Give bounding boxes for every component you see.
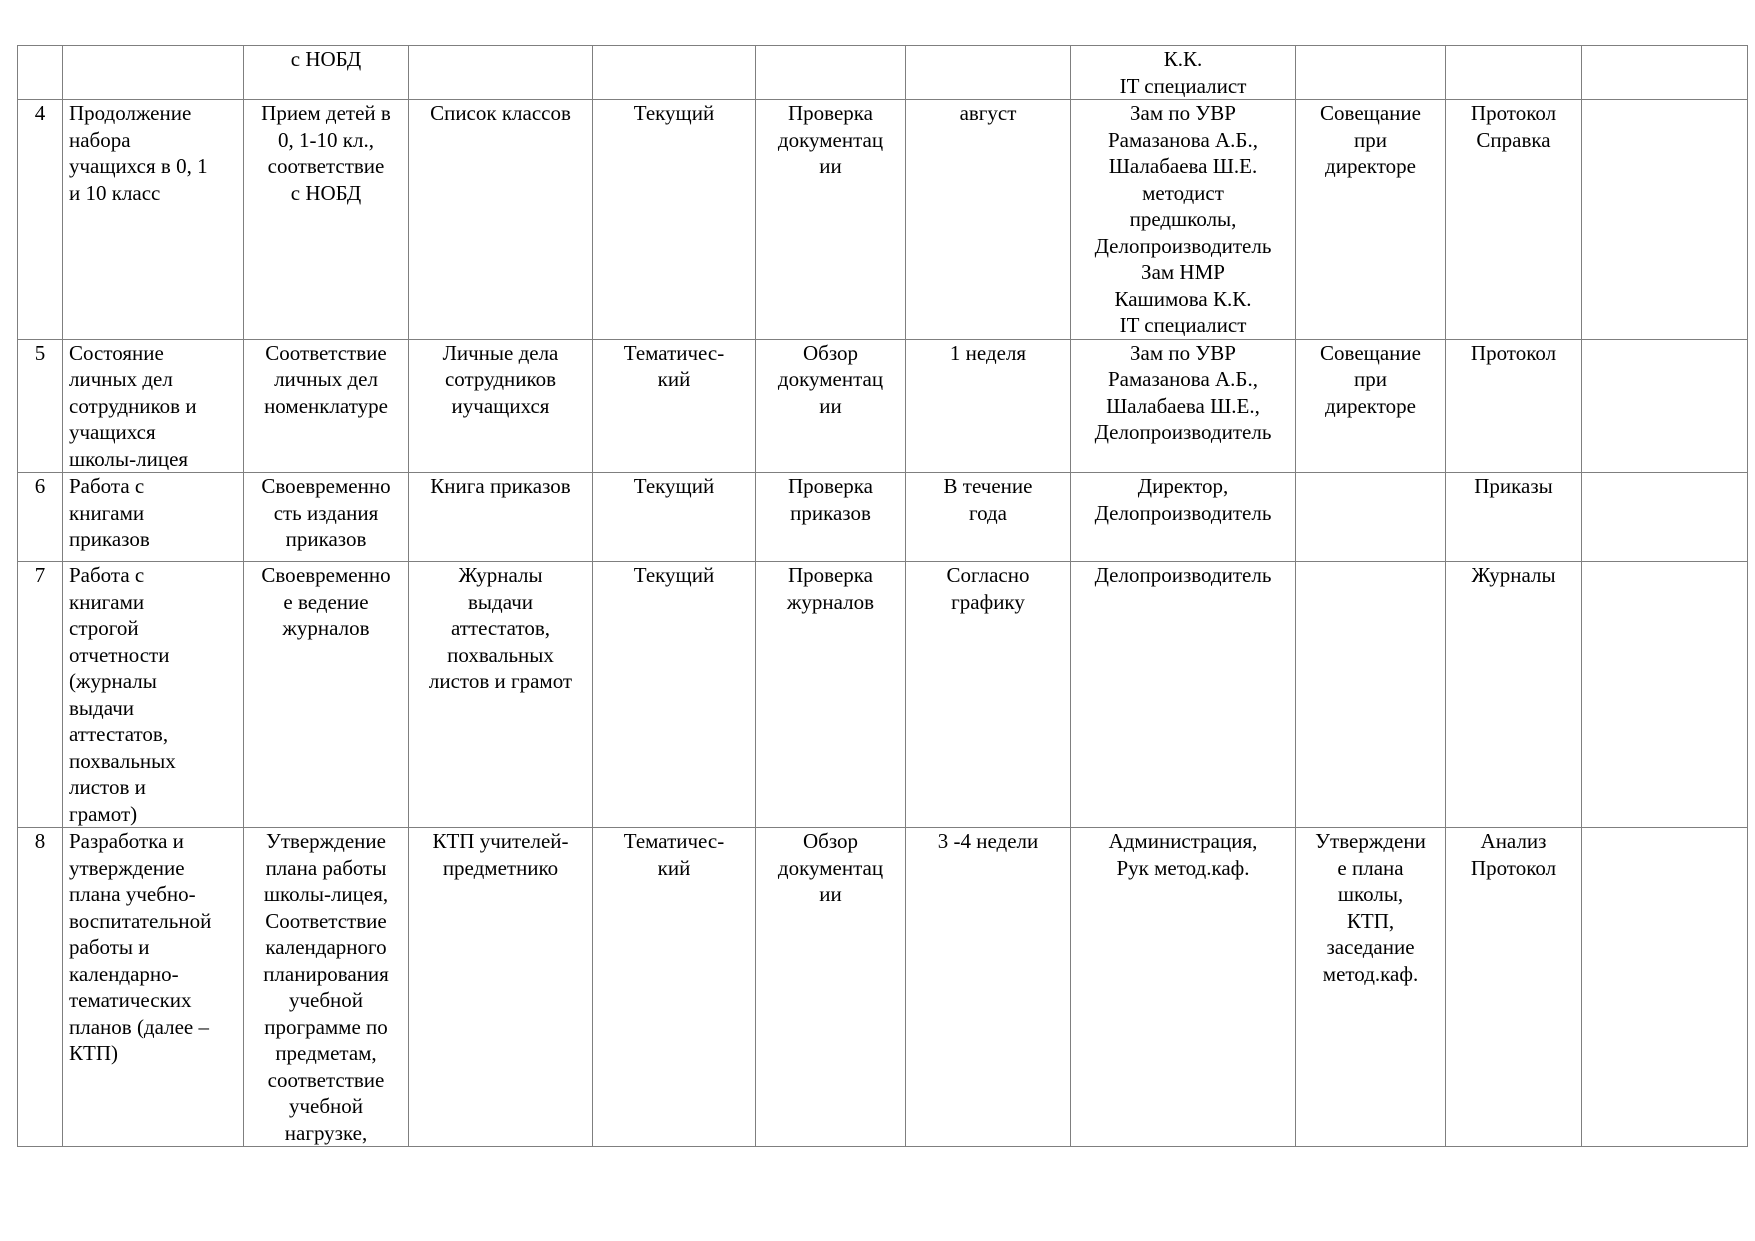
cell-number [18,562,63,828]
cell-activity [63,100,244,340]
cell-text-line: Анализ [1480,829,1547,853]
cell-text-line: приказов [69,527,150,551]
cell-review-place [1296,100,1446,340]
cell-text-line: КТП, [1346,908,1395,933]
cell-text-line: книгами [69,500,145,525]
cell-text-line: и 10 класс [69,180,161,205]
cell-text-line: строгой [69,616,139,640]
cell-text-line: метод.каф. [1322,961,1419,986]
cell-object [409,339,593,473]
cell-text-line: Делопроизводитель [1094,233,1272,258]
cell-text-line: Тематичес- [623,829,725,853]
cell-review-place [1296,473,1446,562]
cell-text-line: планирования [263,961,389,986]
cell-text-line: похвальных [69,748,176,773]
cell-text-line: Делопроизводитель [1094,563,1272,587]
cell-text-line: тематических [69,988,192,1012]
cell-object [409,46,593,100]
cell-control-type [593,46,756,100]
cell-text-line: плана работы [265,855,387,880]
cell-text-line: IT специалист [1119,313,1247,337]
cell-activity [63,828,244,1147]
cell-text-line: август [959,101,1017,125]
cell-text-line: ии [819,154,842,178]
cell-text-line: Администрация, [1108,829,1258,853]
cell-text-line: Рамазанова А.Б., [1107,367,1258,391]
cell-text-line: учащихся [69,420,156,444]
cell-responsible [1071,46,1296,100]
cell-text-line: 0, 1-10 кл., [278,127,374,152]
cell-responsible [1071,828,1296,1147]
cell-text-line: кий [657,855,691,880]
cell-text-line: 5 [34,340,46,365]
cell-review-place [1296,562,1446,828]
cell-text-line: Список классов [430,101,571,125]
cell-text-line: соответствие [267,154,385,178]
cell-text-line: нагрузке, [284,1120,368,1145]
cell-text-line: 1 неделя [949,340,1027,365]
cell-text-line: Проверка [788,474,873,498]
cell-text-line: Книга приказов [430,474,571,498]
cell-text-line: аттестатов, [450,616,551,640]
cell-text-line: Делопроизводитель [1094,420,1272,444]
table-row [18,46,1748,100]
cell-text-line: с НОБД [290,47,362,71]
cell-text-line: с НОБД [290,180,362,205]
cell-text-line: утверждение [69,855,185,880]
cell-text-line: Своевременно [261,563,391,587]
cell-review-place [1296,339,1446,473]
cell-text-line: ии [819,393,842,418]
cell-text-line: Согласно [946,563,1030,587]
cell-activity [63,46,244,100]
cell-timing [906,100,1071,340]
cell-object [409,828,593,1147]
cell-text-line: кий [657,367,691,391]
cell-text-line: иучащихся [451,393,550,418]
table-row [18,100,1748,340]
cell-text-line: Соответствие [265,340,387,365]
cell-text-line: листов и грамот [428,669,573,693]
cell-text-line: 7 [34,563,46,587]
cell-text-line: похвальных [447,642,554,667]
cell-text-line: листов и [69,775,146,799]
cell-timing [906,562,1071,828]
cell-text-line: К.К. [1163,47,1203,71]
cell-control-type [593,828,756,1147]
cell-text-line: заседание [1326,935,1415,959]
cell-text-line: Директор, [1137,474,1229,498]
cell-result [1446,100,1582,340]
cell-text-line: Проверка [788,101,873,125]
cell-text-line: календарного [265,935,387,959]
cell-text-line: Рук метод.каф. [1116,855,1250,880]
cell-text-line: Совещание [1320,101,1421,125]
cell-text-line: личных дел [274,367,378,391]
cell-text-line: Прием детей в [261,101,391,125]
cell-text-line: программе по [264,1014,388,1039]
cell-method [756,473,906,562]
cell-text-line: Кашимова К.К. [1114,286,1252,311]
cell-text-line: года [969,500,1007,525]
cell-text-line: ии [819,882,842,906]
cell-text-line: Своевременно [261,474,391,498]
table-row [18,828,1748,1147]
cell-goal [244,828,409,1147]
cell-timing [906,339,1071,473]
cell-responsible [1071,100,1296,340]
cell-method [756,562,906,828]
cell-notes [1582,828,1748,1147]
cell-text-line: Зам по УВР [1130,101,1236,125]
cell-text-line: Рамазанова А.Б., [1107,127,1258,152]
cell-notes [1582,100,1748,340]
cell-text-line: Текущий [633,474,715,498]
cell-text-line: Соответствие [265,908,387,933]
cell-text-line: Справка [1476,127,1551,152]
cell-text-line: Утверждение [266,829,386,853]
cell-activity [63,473,244,562]
cell-text-line: Работа с [69,474,145,498]
cell-text-line: сотрудников [444,367,557,391]
cell-goal [244,339,409,473]
cell-text-line: при [1354,127,1387,152]
cell-text-line: планов (далее – [69,1014,209,1039]
cell-goal [244,473,409,562]
cell-text-line: 6 [34,474,46,498]
cell-text-line: е плана [1337,855,1404,880]
cell-text-line: сотрудников и [69,393,197,418]
cell-method [756,46,906,100]
cell-text-line: сть издания [273,500,379,525]
cell-review-place [1296,828,1446,1147]
cell-text-line: воспитательной [69,908,212,933]
cell-text-line: Разработка и [69,829,184,853]
cell-text-line: журналов [786,589,875,614]
cell-text-line: школы, [1337,882,1404,906]
cell-text-line: В течение [943,474,1033,498]
cell-result [1446,339,1582,473]
cell-text-line: отчетности [69,642,170,667]
cell-text-line: Протокол [1470,101,1557,125]
cell-number [18,339,63,473]
cell-object [409,562,593,828]
cell-text-line: личных дел [69,367,173,391]
cell-notes [1582,46,1748,100]
cell-text-line: документац [777,127,884,152]
cell-method [756,100,906,340]
cell-text-line: Зам по УВР [1130,340,1236,365]
cell-text-line: документац [777,367,884,391]
cell-text-line: Тематичес- [623,340,725,365]
cell-notes [1582,562,1748,828]
cell-text-line: при [1354,367,1387,391]
cell-text-line: приказов [790,500,871,525]
cell-number [18,46,63,100]
cell-notes [1582,339,1748,473]
cell-text-line: КТП) [69,1041,118,1065]
cell-notes [1582,473,1748,562]
cell-text-line: учебной [288,1094,364,1118]
cell-responsible [1071,339,1296,473]
cell-text-line: 4 [34,101,46,125]
cell-text-line: выдачи [69,695,134,720]
cell-text-line: Шалабаева Ш.Е. [1108,154,1258,178]
cell-text-line: Протокол [1470,340,1557,365]
cell-text-line: Обзор [802,340,859,365]
cell-method [756,828,906,1147]
cell-result [1446,828,1582,1147]
cell-text-line: Утверждени [1315,829,1426,853]
control-plan-table [17,45,1748,1147]
cell-review-place [1296,46,1446,100]
cell-result [1446,562,1582,828]
cell-object [409,473,593,562]
cell-text-line: 3 -4 недели [937,829,1039,853]
cell-text-line: предшколы, [1129,207,1237,231]
cell-text-line: выдачи [468,589,533,614]
cell-control-type [593,100,756,340]
cell-result [1446,473,1582,562]
cell-text-line: предметам, [275,1041,377,1065]
cell-goal [244,46,409,100]
cell-timing [906,473,1071,562]
cell-text-line: директоре [1325,393,1416,418]
cell-text-line: учебной [288,988,364,1012]
cell-number [18,100,63,340]
cell-text-line: Протокол [1470,855,1557,880]
cell-control-type [593,339,756,473]
cell-text-line: IT специалист [1119,73,1247,98]
cell-text-line: (журналы [69,669,157,693]
cell-text-line: КТП учителей- [432,829,569,853]
cell-goal [244,100,409,340]
cell-text-line: соответствие [267,1067,385,1092]
cell-text-line: Текущий [633,563,715,587]
cell-text-line: номенклатуре [264,393,388,418]
cell-text-line: 8 [34,829,46,853]
cell-text-line: грамот) [69,801,138,826]
cell-text-line: предметнико [442,855,559,880]
cell-text-line: Совещание [1320,340,1421,365]
cell-text-line: работы и [69,935,150,959]
cell-activity [63,562,244,828]
table-row [18,473,1748,562]
cell-text-line: Обзор [802,829,859,853]
cell-activity [63,339,244,473]
cell-text-line: директоре [1325,154,1416,178]
cell-text-line: Проверка [788,563,873,587]
cell-responsible [1071,473,1296,562]
cell-text-line: книгами [69,589,145,614]
table-row [18,562,1748,828]
cell-result [1446,46,1582,100]
cell-text-line: Состояние [69,340,164,365]
cell-text-line: Шалабаева Ш.Е., [1106,393,1260,418]
cell-text-line: календарно- [69,961,179,986]
cell-text-line: методист [1142,180,1224,205]
cell-timing [906,828,1071,1147]
cell-text-line: Личные дела [442,340,559,365]
cell-text-line: Журналы [1471,563,1556,587]
cell-text-line: школы-лицея, [263,882,389,906]
cell-text-line: документац [777,855,884,880]
cell-text-line: графику [951,589,1025,614]
cell-goal [244,562,409,828]
cell-text-line: приказов [285,527,367,551]
cell-text-line: Журналы [458,563,543,587]
cell-text-line: учащихся в 0, 1 [69,154,208,178]
table-row [18,339,1748,473]
cell-text-line: школы-лицея [69,446,189,471]
cell-responsible [1071,562,1296,828]
cell-text-line: журналов [282,616,370,640]
cell-number [18,473,63,562]
cell-text-line: Зам НМР [1141,260,1225,284]
cell-text-line: Делопроизводитель [1094,500,1272,525]
cell-method [756,339,906,473]
cell-control-type [593,473,756,562]
cell-text-line: Работа с [69,563,145,587]
cell-text-line: Приказы [1474,474,1553,498]
cell-number [18,828,63,1147]
cell-text-line: е ведение [283,589,369,614]
cell-object [409,100,593,340]
cell-text-line: Текущий [633,101,715,125]
cell-control-type [593,562,756,828]
cell-text-line: аттестатов, [69,722,169,746]
cell-timing [906,46,1071,100]
cell-text-line: набора [69,127,131,152]
cell-text-line: плана учебно- [69,882,196,906]
cell-text-line: Продолжение [69,101,192,125]
